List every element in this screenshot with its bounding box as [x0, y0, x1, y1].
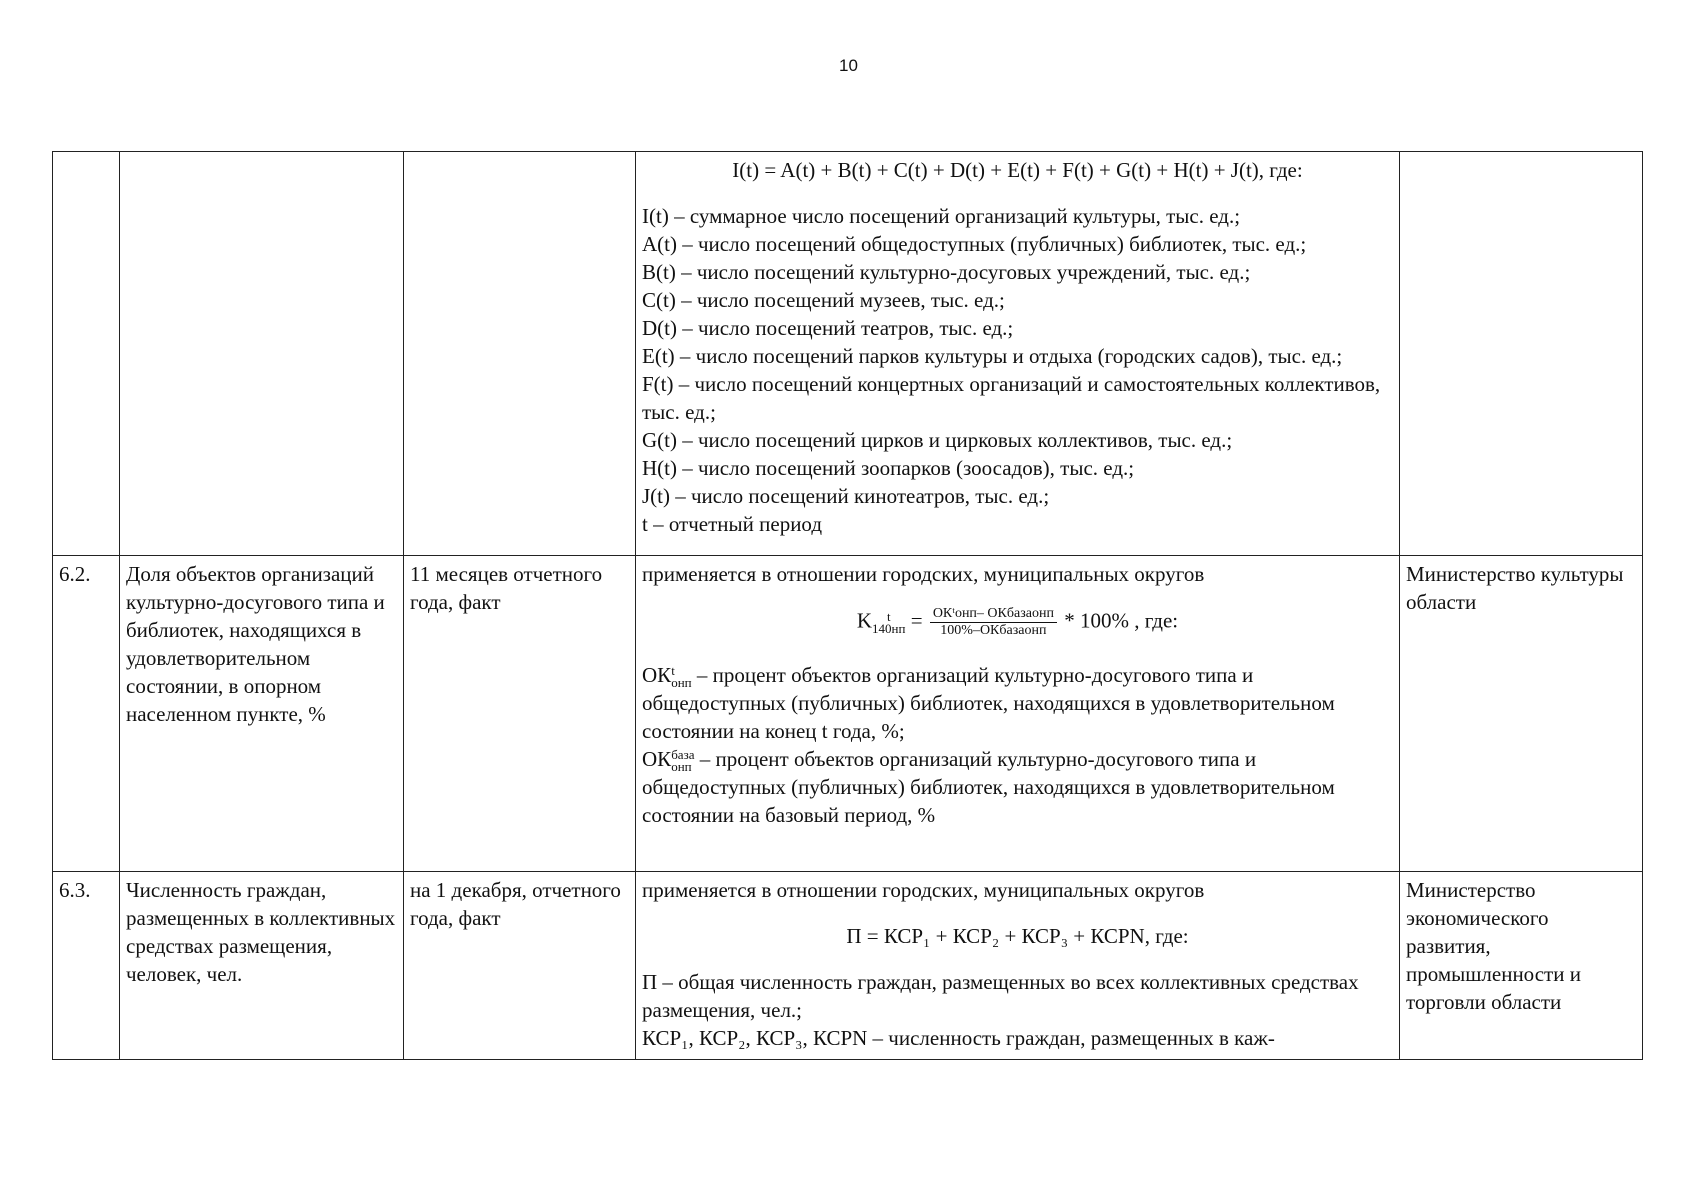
- definition-line: G(t) – число посещений цирков и цирковых коллективов, тыс. ед.;: [642, 428, 1233, 452]
- cell-indicator-name: Доля объектов организаций культурно-досугового типа и библиотек, находящихся в удовлетворительном состоянии, в опорном населенном пункте, %: [120, 556, 404, 872]
- definition-block: [642, 745, 1393, 829]
- definition-line: П – общая численность граждан, размещенных во всех коллективных средствах размещения, чел.;: [642, 970, 1359, 1022]
- definition-line: I(t) – суммарное число посещений организаций культуры, тыс. ед.;: [642, 204, 1241, 228]
- cell-responsible: [1400, 152, 1643, 556]
- definition-line: H(t) – число посещений зоопарков (зоосадов), тыс. ед.;: [642, 456, 1135, 480]
- definition-subscript: онп: [671, 675, 692, 691]
- applicability-text: применяется в отношении городских, муниципальных округов: [642, 562, 1205, 586]
- cell-methodology: [636, 152, 1400, 556]
- cell-period: 11 месяцев отчетного года, факт: [404, 556, 636, 872]
- definition-text: – процент объектов организаций культурно-досугового типа и общедоступных (публичных) библиотек, находящихся в удовлетворительном состоянии на базовый период, %: [642, 747, 1335, 828]
- definition-symbol: ОК: [642, 663, 672, 687]
- definition-line: A(t) – число посещений общедоступных (публичных) библиотек, тыс. ед.;: [642, 232, 1307, 256]
- definition-superscript: база: [671, 747, 695, 763]
- table-row-6-2: [53, 556, 1643, 872]
- definition-line: D(t) – число посещений театров, тыс. ед.;: [642, 316, 1014, 340]
- fraction-denominator: 100%–ОКбазаонп: [940, 623, 1047, 638]
- cell-responsible: Министерство экономического развития, промышленности и торговли области: [1400, 872, 1643, 1060]
- table-row-6-3: [53, 872, 1643, 1060]
- formula-tail: * 100% , где:: [1064, 608, 1179, 633]
- definition-line: B(t) – число посещений культурно-досуговых учреждений, тыс. ед.;: [642, 260, 1251, 284]
- definition-line: F(t) – число посещений концертных организаций и самостоятельных коллективов, тыс. ед.;: [642, 372, 1381, 424]
- cell-number: 6.2.: [53, 556, 120, 872]
- definition-block: [642, 661, 1393, 745]
- cell-number: 6.3.: [53, 872, 120, 1060]
- definition-symbol: ОК: [642, 747, 672, 772]
- formula-fraction: [930, 606, 1057, 639]
- definition-line: C(t) – число посещений музеев, тыс. ед.;: [642, 288, 1005, 312]
- indicators-table: [52, 151, 1643, 1060]
- cell-methodology: [636, 556, 1400, 872]
- visits-formula: I(t) = A(t) + B(t) + C(t) + D(t) + E(t) + F(t) + G(t) + H(t) + J(t), где:: [732, 158, 1303, 182]
- cell-number: [53, 152, 120, 556]
- definition-subscript: онп: [671, 759, 692, 775]
- page-number: 10: [839, 56, 858, 75]
- definition-text: – процент объектов организаций культурно-досугового типа и общедоступных (публичных) библиотек, находящихся в удовлетворительном состоянии на конец t года, %;: [642, 663, 1335, 744]
- cell-indicator-name: [120, 152, 404, 556]
- cell-methodology: [636, 872, 1400, 1060]
- table-row-continuation: [53, 152, 1643, 556]
- definition-list: [642, 202, 1393, 538]
- formula-subscript: 140нп: [872, 620, 906, 636]
- fraction-numerator: ОКᵗонп– ОКбазаонп: [930, 606, 1057, 623]
- cell-period: на 1 декабря, отчетного года, факт: [404, 872, 636, 1060]
- formula-superscript: t: [886, 608, 891, 624]
- definition-line: E(t) – число посещений парков культуры и отдыха (городских садов), тыс. ед.;: [642, 344, 1343, 368]
- definition-line: КСР₁, КСР₂, КСР₃, КСРN – численность граждан, размещенных в каж-: [642, 1026, 1275, 1050]
- accommodation-formula: П = КСР₁ + КСР₂ + КСР₃ + КСРN, где:: [846, 924, 1189, 948]
- cell-period: [404, 152, 636, 556]
- applicability-text: применяется в отношении городских, муниципальных округов: [642, 878, 1205, 902]
- share-formula: K t 140нп = $\frac{\text{ОКᵗонп– ОКбазаонп}}{\text{100\%–ОКбазаонп}}$ * 100% , где:: [856, 606, 1179, 638]
- cell-indicator-name: Численность граждан, размещенных в коллективных средствах размещения, человек, чел.: [120, 872, 404, 1060]
- definition-line: J(t) – число посещений кинотеатров, тыс. ед.;: [642, 484, 1050, 508]
- cell-responsible: Министерство культуры области: [1400, 556, 1643, 872]
- formula-symbol: K: [856, 608, 873, 633]
- definition-superscript: t: [671, 663, 675, 679]
- definition-line: t – отчетный период: [642, 512, 823, 536]
